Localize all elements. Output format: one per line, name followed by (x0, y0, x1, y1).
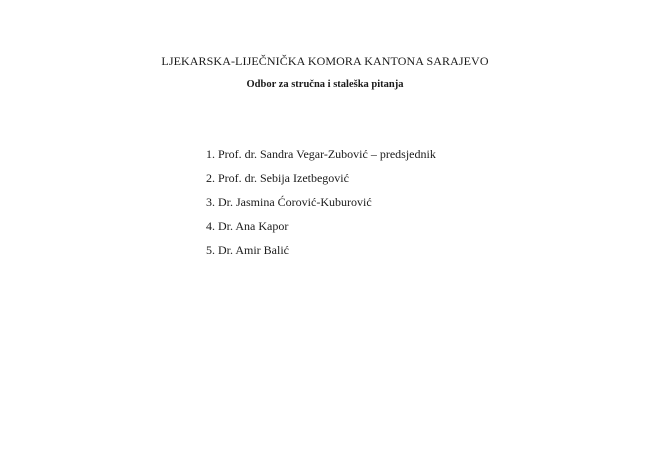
list-item-number: 1. (206, 147, 215, 161)
list-item (206, 219, 436, 243)
list-item-name: Dr. Jasmina Ćorović-Kuburović (218, 195, 372, 209)
list-item (206, 171, 436, 195)
list-item-number: 5. (206, 243, 215, 257)
list-item-number: 2. (206, 171, 215, 185)
member-list (206, 147, 436, 267)
list-item-name: Prof. dr. Sebija Izetbegović (218, 171, 349, 185)
list-item (206, 195, 436, 219)
page-subtitle: Odbor za stručna i staleška pitanja (246, 79, 404, 90)
list-item-name: Dr. Ana Kapor (218, 219, 289, 233)
list-item (206, 243, 436, 267)
list-item-name: Prof. dr. Sandra Vegar-Zubović – predsjednik (218, 147, 436, 161)
list-item-number: 4. (206, 219, 215, 233)
list-item (206, 147, 436, 171)
list-item-name: Dr. Amir Balić (218, 243, 289, 257)
page-title: LJEKARSKA-LIJEČNIČKA KOMORA KANTONA SARAJEVO (161, 54, 489, 68)
list-item-number: 3. (206, 195, 215, 209)
